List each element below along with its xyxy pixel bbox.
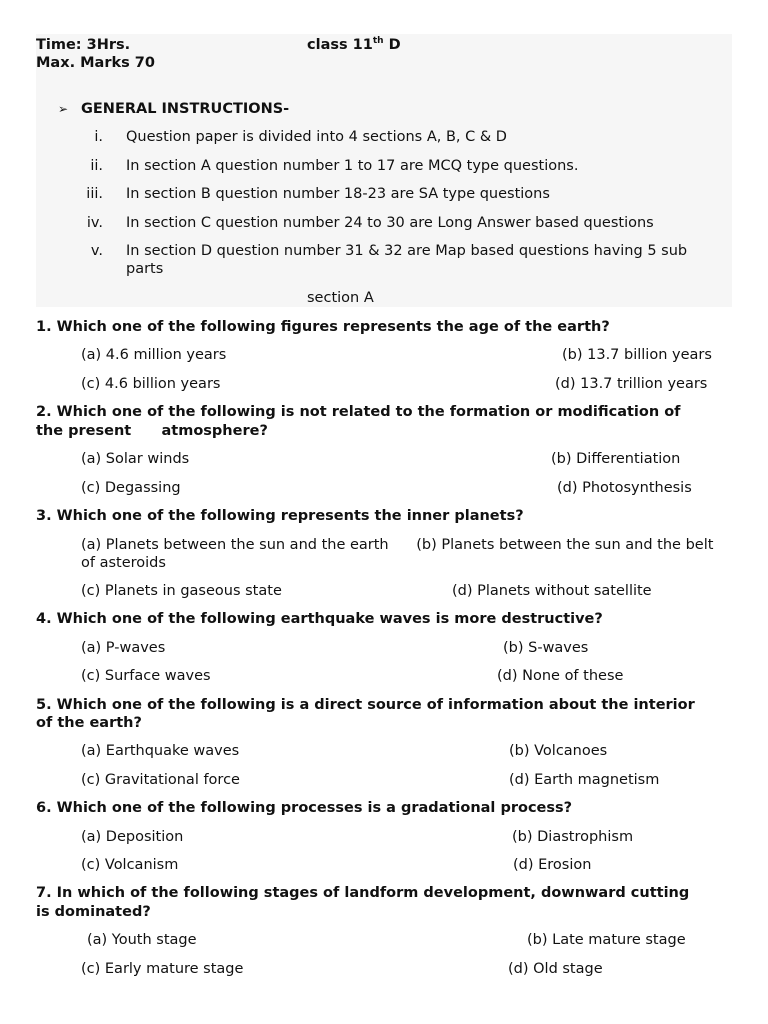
option-b: (b) Volcanoes xyxy=(509,743,608,759)
instruction-number: iv. xyxy=(86,215,103,231)
instruction-number: ii. xyxy=(90,158,103,174)
question-text: 7. In which of the following stages of landform development, downward cutting xyxy=(36,885,690,901)
section-label: section A xyxy=(307,290,374,306)
arrow-bullet-icon: ➢ xyxy=(58,102,69,116)
option-a: (a) Solar winds xyxy=(81,451,190,467)
instruction-text: In section B question number 18-23 are SA type questions xyxy=(126,186,550,202)
option-b: (b) 13.7 billion years xyxy=(562,347,712,363)
option-c: (c) Planets in gaseous state xyxy=(81,583,282,599)
question-text: 5. Which one of the following is a direct source of information about the interior xyxy=(36,697,695,713)
option-d: (d) None of these xyxy=(497,668,624,684)
instruction-number: iii. xyxy=(86,186,103,202)
option-d: (d) 13.7 trillion years xyxy=(555,376,708,392)
option-a: (a) P-waves xyxy=(81,640,166,656)
option-a: (a) Earthquake waves xyxy=(81,743,240,759)
option-d: (d) Earth magnetism xyxy=(509,772,660,788)
option-c: (c) Surface waves xyxy=(81,668,211,684)
option-c: (c) 4.6 billion years xyxy=(81,376,221,392)
instruction-text: In section C question number 24 to 30 are Long Answer based questions xyxy=(126,215,654,231)
option-a: (a) Deposition xyxy=(81,829,184,845)
option-b: (b) Diastrophism xyxy=(512,829,634,845)
question-text: 1. Which one of the following figures represents the age of the earth? xyxy=(36,319,610,335)
option-c: (c) Gravitational force xyxy=(81,772,240,788)
option-a-b: (a) Planets between the sun and the earth (b) Planets between the sun and the belt of asteroids xyxy=(81,537,719,571)
question-text: 2. Which one of the following is not related to the formation or modification of xyxy=(36,404,681,420)
question-text-continued: of the earth? xyxy=(36,715,142,731)
class-prefix: class 11 xyxy=(307,37,373,53)
option-b: (b) Late mature stage xyxy=(527,932,686,948)
class-suffix: D xyxy=(383,37,401,53)
max-marks-label: Max. Marks 70 xyxy=(36,55,155,71)
option-c: (c) Volcanism xyxy=(81,857,179,873)
option-a: (a) Youth stage xyxy=(87,932,197,948)
option-b: (b) S-waves xyxy=(503,640,589,656)
option-c: (c) Early mature stage xyxy=(81,961,244,977)
time-label: Time: 3Hrs. xyxy=(36,37,131,53)
instruction-number: v. xyxy=(90,243,103,259)
question-text-continued: is dominated? xyxy=(36,904,151,920)
option-d: (d) Planets without satellite xyxy=(452,583,652,599)
option-d: (d) Erosion xyxy=(513,857,592,873)
option-d: (d) Old stage xyxy=(508,961,603,977)
instruction-text: Question paper is divided into 4 sections A, B, C & D xyxy=(126,129,507,145)
option-a: (a) 4.6 million years xyxy=(81,347,227,363)
option-d: (d) Photosynthesis xyxy=(557,480,692,496)
instruction-text: In section D question number 31 & 32 are Map based questions having 5 sub parts xyxy=(126,243,688,277)
class-superscript: th xyxy=(372,36,384,47)
class-label xyxy=(307,36,401,54)
instruction-number: i. xyxy=(94,129,103,145)
instruction-text: In section A question number 1 to 17 are MCQ type questions. xyxy=(126,158,579,174)
question-text: 6. Which one of the following processes is a gradational process? xyxy=(36,800,573,816)
option-c: (c) Degassing xyxy=(81,480,181,496)
question-text-continued: the present atmosphere? xyxy=(36,423,268,439)
instructions-title: GENERAL INSTRUCTIONS- xyxy=(81,101,290,117)
option-b: (b) Differentiation xyxy=(551,451,681,467)
question-text: 4. Which one of the following earthquake waves is more destructive? xyxy=(36,611,603,627)
question-text: 3. Which one of the following represents the inner planets? xyxy=(36,508,524,524)
